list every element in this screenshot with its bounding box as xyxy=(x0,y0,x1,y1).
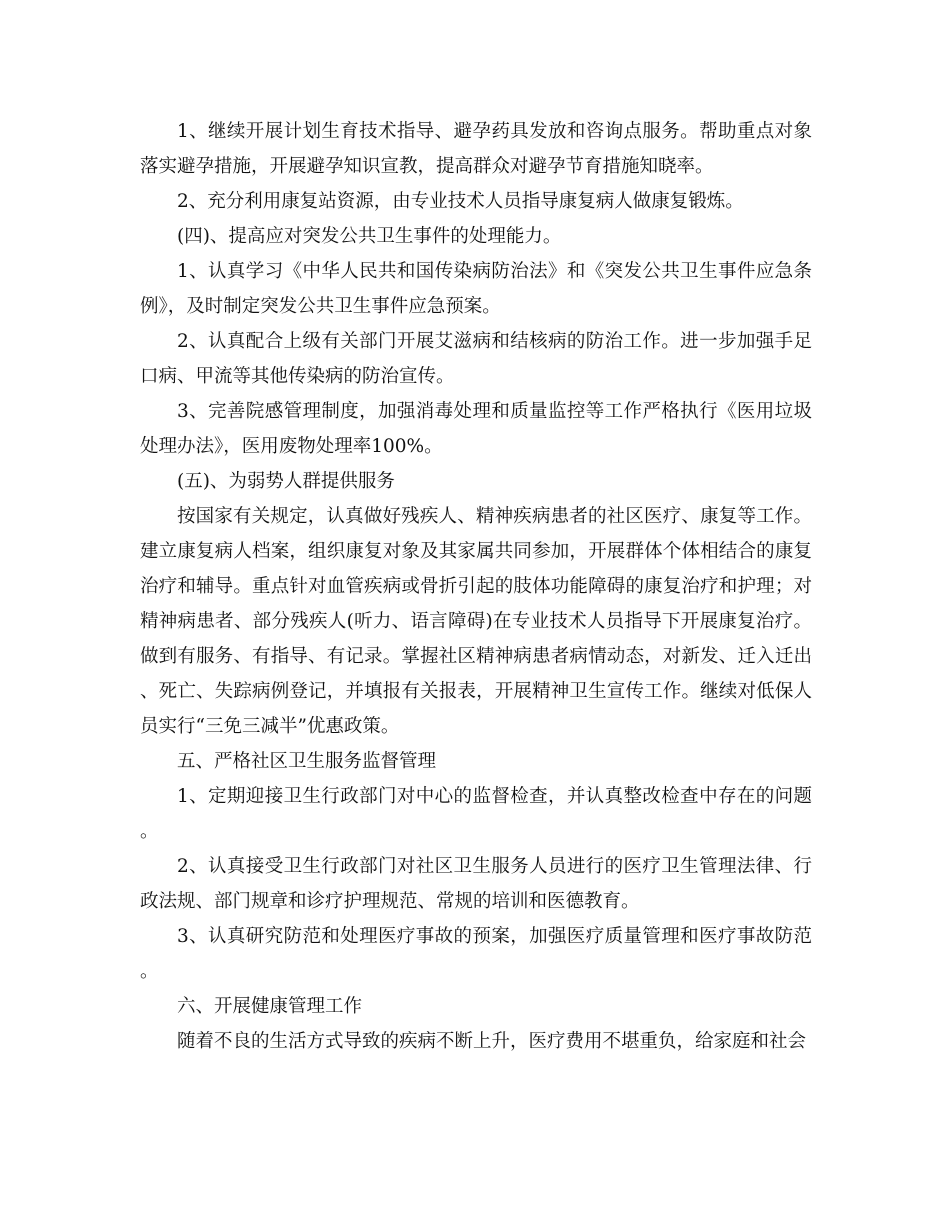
paragraph-aids-tb-prevention: 2、认真配合上级有关部门开展艾滋病和结核病的防治工作。进一步加强手足口病、甲流等其他传染病的防治宣传。 xyxy=(140,331,812,387)
paragraph-training: 2、认真接受卫生行政部门对社区卫生服务人员进行的医疗卫生管理法律、行政法规、部门规章和诊疗护理规范、常规的培训和医德教育。 xyxy=(140,856,812,912)
paragraph-inspection: 1、定期迎接卫生行政部门对中心的监督检查，并认真整改检查中存在的问题。 xyxy=(140,786,812,842)
document-body xyxy=(140,114,812,1059)
section-heading-emergency-response: (四)、提高应对突发公共卫生事件的处理能力。 xyxy=(177,226,562,247)
paragraph-lifestyle-diseases: 随着不良的生活方式导致的疾病不断上升，医疗费用不堪重负，给家庭和社会 xyxy=(177,1031,807,1052)
paragraph-contraception-services: 1、继续开展计划生育技术指导、避孕药具发放和咨询点服务。帮助重点对象落实避孕措施，开展避孕知识宣教，提高群众对避孕节育措施知晓率。 xyxy=(140,121,812,177)
section-heading-health-management: 六、开展健康管理工作 xyxy=(177,996,363,1017)
paragraph-accident-prevention: 3、认真研究防范和处理医疗事故的预案，加强医疗质量管理和医疗事故防范。 xyxy=(140,926,812,982)
section-heading-supervision: 五、严格社区卫生服务监督管理 xyxy=(177,751,437,772)
paragraph-study-laws: 1、认真学习《中华人民共和国传染病防治法》和《突发公共卫生事件应急条例》，及时制定突发公共卫生事件应急预案。 xyxy=(140,261,812,317)
paragraph-infection-control: 3、完善院感管理制度，加强消毒处理和质量监控等工作严格执行《医用垃圾处理办法》，医用废物处理率100%。 xyxy=(140,401,812,457)
paragraph-rehab-station: 2、充分利用康复站资源，由专业技术人员指导康复病人做康复锻炼。 xyxy=(177,191,744,212)
paragraph-disabled-mental-care: 按国家有关规定，认真做好残疾人、精神疾病患者的社区医疗、康复等工作。建立康复病人档案，组织康复对象及其家属共同参加，开展群体个体相结合的康复治疗和辅导。重点针对血管疾病或骨折引起的肢体功能障碍的康复治疗和护理；对精神病患者、部分残疾人(听力、语言障碍)在专业技术人员指导下开展康复治疗。做到有服务、有指导、有记录。掌握社区精神病患者病情动态，对新发、迁入迁出、死亡、失踪病例登记，并填报有关报表，开展精神卫生宣传工作。继续对低保人员实行“三免三减半”优惠政策。 xyxy=(140,506,812,737)
section-heading-vulnerable-groups: (五)、为弱势人群提供服务 xyxy=(177,471,395,492)
